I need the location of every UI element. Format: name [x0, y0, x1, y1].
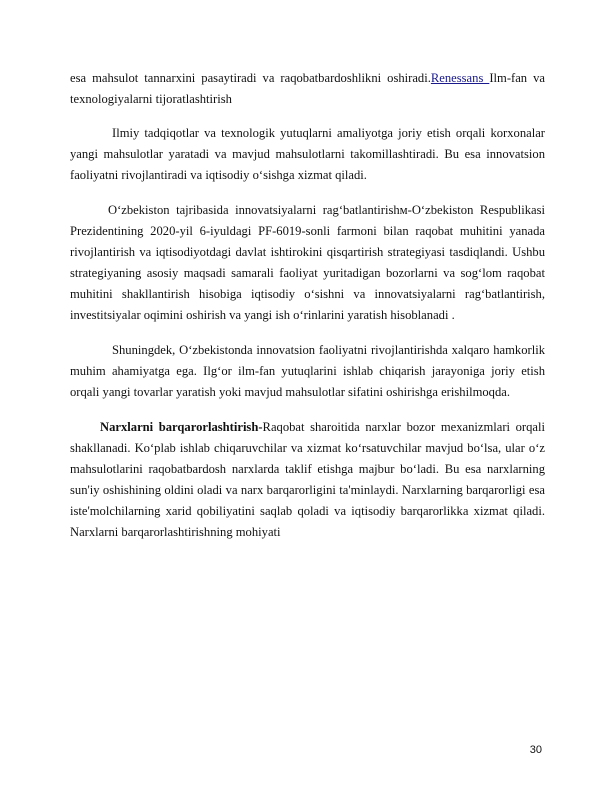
page-number: 30	[529, 744, 542, 756]
price-stabilization-heading: Narxlarni barqarorlashtirish-	[100, 420, 263, 434]
paragraph-price-stabilization	[70, 417, 545, 543]
paragraph-intro	[70, 68, 545, 110]
paragraph-intro-tail: Ilm-fan va texnologiyalarni tijoratlashtirish	[70, 71, 545, 106]
renessans-link[interactable]: Renessans	[430, 71, 490, 85]
paragraph-uzbekistan-experience: O‘zbekiston tajribasida innovatsiyalarni rag‘batlantirishм-O‘zbekiston Respublikasi Prezidentining 2020-yil 6-iyuldagi PF-6019-sonli farmoni bilan raqobat muhitini yanada rivojlantirish va iqtisodiyotdagi davlat ishtirokini qisqartirish strategiyasi tasdiqlandi. Ushbu strategiyaning asosiy maqsadi samarali faoliyat yuritadigan bozorlarni va sog‘lom raqobat muhitini shakllantirish hisobiga iqtisodiy o‘sishni va innovatsiyalarni rag‘batlantirish, investitsiyalar oqimini oshirish va yangi ish o‘rinlarini yaratish hisoblanadi .	[70, 203, 545, 322]
price-stabilization-text: Raqobat sharoitida narxlar bozor mexanizmlari orqali shakllanadi. Ko‘plab ishlab chiqaruvchilar va xizmat ko‘rsatuvchilar mavjud bo‘lsa, ular o‘z mahsulotlarini raqobatbardosh narxlarda taklif etishga majbur bo‘ladi. Bu esa narxlarning sun'iy oshishining oldini oladi va narx barqarorligini ta'minlaydi. Narxlarning barqarorligi esa iste'molchilarning xarid qobiliyatini saqlab qoladi va iqtisodiy barqarorlikka xizmat qiladi. Narxlarni barqarorlashtirishning mohiyati	[70, 420, 545, 539]
paragraph-intro-text: esa mahsulot tannarxini pasaytiradi va raqobatbardoshlikni oshiradi.	[70, 71, 431, 85]
document-page	[70, 68, 545, 543]
paragraph-international-cooperation: Shuningdek, O‘zbekistonda innovatsion faoliyatni rivojlantirishda xalqaro hamkorlik muhim ahamiyatga ega. Ilg‘or ilm-fan yutuqlarini ishlab chiqarish jarayoniga joriy etish orqali yangi tovarlar yaratish yoki mavjud mahsulotlar sifatini oshirishga erishilmoqda.	[70, 343, 545, 399]
paragraph-scientific-research: Ilmiy tadqiqotlar va texnologik yutuqlarni amaliyotga joriy etish orqali korxonalar yangi mahsulotlar yaratadi va mavjud mahsulotlarni takomillashtiradi. Bu esa innovatsion faoliyatni rivojlantiradi va iqtisodiy o‘sishga xizmat qiladi.	[70, 126, 545, 182]
